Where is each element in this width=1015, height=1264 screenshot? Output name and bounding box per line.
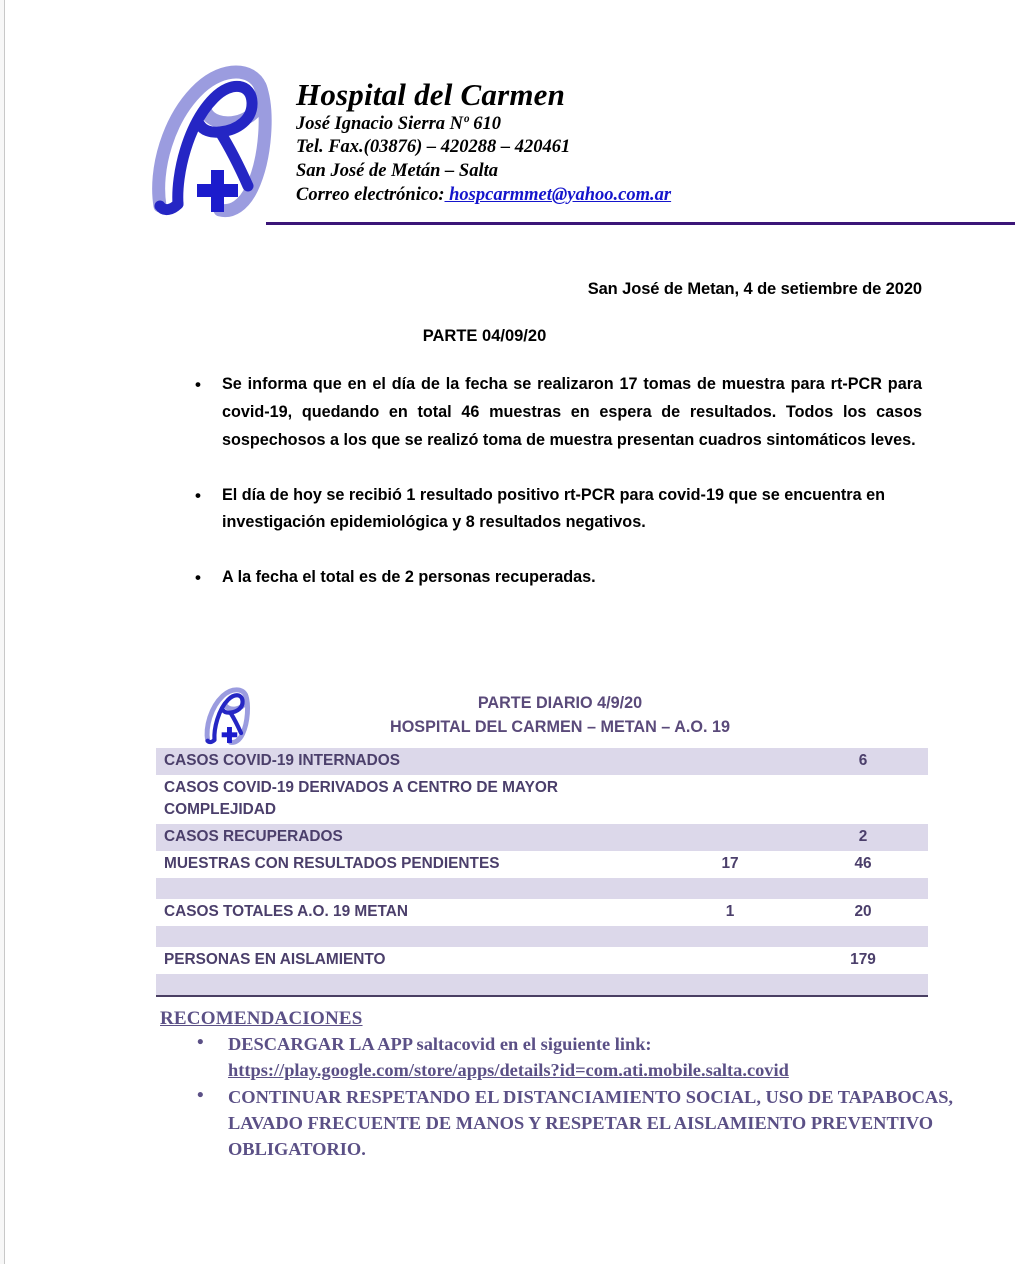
recommendations-section: [160, 1008, 960, 1164]
row-total-value: 20: [798, 899, 928, 926]
row-label: MUESTRAS CON RESULTADOS PENDIENTES: [156, 851, 662, 878]
hospital-r-cross-logo-icon: [148, 62, 274, 220]
report-bullets: [186, 371, 922, 592]
table-row: [156, 974, 928, 996]
dateline: San José de Metan, 4 de setiembre de 2020: [587, 280, 922, 298]
saltacovid-app-link[interactable]: https://play.google.com/store/apps/details?id=com.ati.mobile.salta.covid: [228, 1059, 789, 1080]
organization-email-row: [296, 184, 671, 208]
row-label: [156, 926, 662, 947]
table-header: [156, 686, 928, 748]
list-item: • El día de hoy se recibió 1 resultado positivo rt-PCR para covid-19 que se encuentra en investigación epidemiológica y 8 resultados negativos.: [186, 482, 922, 538]
table-row: [156, 775, 928, 824]
row-label: CASOS COVID-19 DERIVADOS A CENTRO DE MAYOR COMPLEJIDAD: [156, 775, 662, 824]
recommendations-list: [160, 1032, 960, 1163]
table-row: [156, 899, 928, 926]
row-day-value: [662, 926, 798, 947]
recommendation-lead: DESCARGAR LA APP: [228, 1034, 417, 1054]
row-label: CASOS COVID-19 INTERNADOS: [156, 748, 662, 775]
row-total-value: [798, 878, 928, 899]
organization-name: Hospital del Carmen: [296, 77, 566, 112]
row-label: CASOS RECUPERADOS: [156, 824, 662, 851]
row-day-value: [662, 878, 798, 899]
row-day-value: 1: [662, 899, 798, 926]
page-title: PARTE 04/09/20: [422, 327, 547, 345]
row-label: [156, 974, 662, 996]
row-day-value: [662, 947, 798, 974]
daily-report-table-block: [156, 686, 928, 997]
recommendations-title: RECOMENDACIONES: [160, 1008, 363, 1029]
organization-address: José Ignacio Sierra Nº 610: [296, 113, 501, 134]
recommendation-tail: en el siguiente link:: [495, 1034, 652, 1054]
row-total-value: [798, 926, 928, 947]
row-total-value: [798, 974, 928, 996]
daily-report-table: [156, 748, 928, 997]
row-total-value: 6: [798, 748, 928, 775]
table-title-line2: HOSPITAL DEL CARMEN – METAN – A.O. 19: [390, 717, 730, 736]
list-item: [160, 1085, 960, 1163]
row-day-value: [662, 748, 798, 775]
row-day-value: 17: [662, 851, 798, 878]
table-title-line1: PARTE DIARIO 4/9/20: [477, 694, 643, 712]
organization-city: San José de Metán – Salta: [296, 161, 498, 182]
table-row: [156, 851, 928, 878]
list-item: • Se informa que en el día de la fecha se realizaron 17 tomas de muestra para rt-PCR para covid-19, quedando en total 46 muestras en espera de resultados. Todos los casos sospechosos a los que se realizó toma de muestra presentan cuadros sintomáticos leves.: [186, 371, 922, 455]
list-item: • A la fecha el total es de 2 personas recuperadas.: [186, 564, 922, 592]
row-total-value: 179: [798, 947, 928, 974]
row-total-value: 46: [798, 851, 928, 878]
letterhead: [148, 62, 1008, 220]
row-total-value: [798, 775, 928, 824]
list-item: [160, 1032, 960, 1084]
row-label: CASOS TOTALES A.O. 19 METAN: [156, 899, 662, 926]
table-row: [156, 947, 928, 974]
row-label: [156, 878, 662, 899]
row-day-value: [662, 824, 798, 851]
row-label: PERSONAS EN AISLAMIENTO: [156, 947, 662, 974]
table-row: [156, 748, 928, 775]
table-row: [156, 824, 928, 851]
email-link[interactable]: hospcarmmet@yahoo.com.ar: [444, 184, 672, 205]
row-total-value: 2: [798, 824, 928, 851]
recommendation-lead: CONTINUAR RESPETANDO EL DISTANCIAMIENTO SOCIAL, USO DE TAPABOCAS, LAVADO FRECUENTE DE MANOS Y RESPETAR EL AISLAMIENTO PREVENTIVO OBLIGATORIO.: [228, 1086, 954, 1159]
row-day-value: [662, 974, 798, 996]
organization-phone: Tel. Fax.(03876) – 420288 – 420461: [296, 137, 571, 158]
header-divider: [266, 222, 1015, 225]
app-name: saltacovid: [416, 1034, 496, 1054]
table-title-group: [156, 692, 928, 740]
letterhead-text: [296, 62, 671, 207]
table-row: [156, 926, 928, 947]
email-label: Correo electrónico:: [296, 184, 445, 205]
row-day-value: [662, 775, 798, 824]
table-row: [156, 878, 928, 899]
